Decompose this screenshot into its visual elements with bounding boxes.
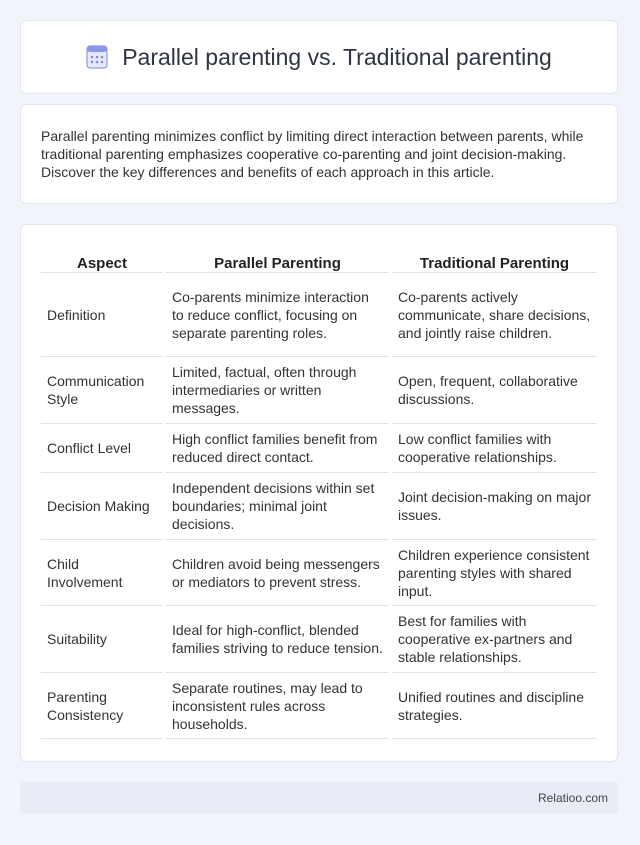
comparison-card [20,224,618,762]
table-row [41,357,597,424]
table-row [41,606,597,673]
traditional-cell: Unified routines and discipline strategies. [392,673,597,739]
traditional-cell: Open, frequent, collaborative discussions. [392,357,597,424]
aspect-cell: Suitability [41,606,163,673]
aspect-cell: Decision Making [41,473,163,540]
parallel-cell: Children avoid being messengers or mediators to prevent stress. [166,540,389,606]
parallel-cell: Ideal for high-conflict, blended families striving to reduce tension. [166,606,389,673]
traditional-cell: Best for families with cooperative ex-partners and stable relationships. [392,606,597,673]
table-row [41,424,597,473]
aspect-cell: Definition [41,273,163,357]
traditional-cell: Low conflict families with cooperative relationships. [392,424,597,473]
table-row [41,473,597,540]
comparison-table [38,243,600,739]
document-icon [86,45,108,69]
traditional-cell: Co-parents actively communicate, share decisions, and jointly raise children. [392,273,597,357]
aspect-cell: Child Involvement [41,540,163,606]
parallel-cell: Separate routines, may lead to inconsistent rules across households. [166,673,389,739]
table-header-row [41,243,597,273]
parallel-cell: Limited, factual, often through intermediaries or written messages. [166,357,389,424]
footer-brand[interactable]: Relatioo.com [537,791,608,805]
traditional-cell: Children experience consistent parenting styles with shared input. [392,540,597,606]
header-aspect: Aspect [41,243,163,273]
header-traditional: Traditional Parenting [392,243,597,273]
footer [20,782,618,814]
intro-text: Parallel parenting minimizes conflict by limiting direct interaction between parents, while traditional parenting emphasizes cooperative co-parenting and joint decision-making. Discover the key differences and benefits of each approach in this article. [41,128,584,180]
traditional-cell: Joint decision-making on major issues. [392,473,597,540]
aspect-cell: Communication Style [41,357,163,424]
table-row [41,273,597,357]
aspect-cell: Parenting Consistency [41,673,163,739]
parallel-cell: Co-parents minimize interaction to reduce conflict, focusing on separate parenting roles. [166,273,389,357]
page-title: Parallel parenting vs. Traditional parenting [122,43,552,70]
table-row [41,540,597,606]
header-parallel: Parallel Parenting [166,243,389,273]
parallel-cell: High conflict families benefit from reduced direct contact. [166,424,389,473]
intro-card [20,104,618,204]
parallel-cell: Independent decisions within set boundaries; minimal joint decisions. [166,473,389,540]
title-card [20,20,618,94]
aspect-cell: Conflict Level [41,424,163,473]
table-row [41,673,597,739]
